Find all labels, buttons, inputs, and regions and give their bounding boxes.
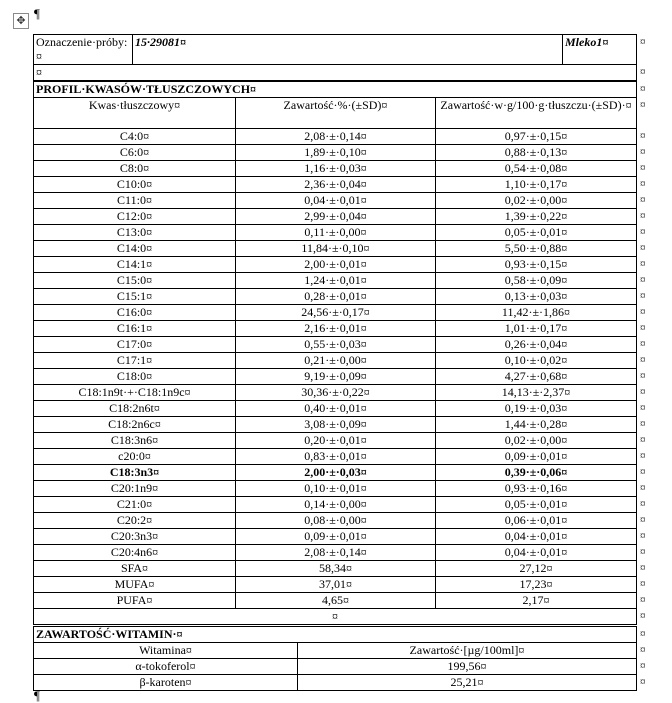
row-end-mark: ¤ bbox=[640, 401, 646, 414]
fatty-acid-grams[interactable]: 0,09·±·0,01¤ bbox=[436, 449, 637, 465]
fatty-acid-grams[interactable]: 27,12¤ bbox=[436, 561, 637, 577]
table-row bbox=[34, 353, 637, 369]
table-row bbox=[34, 513, 637, 529]
table-row bbox=[34, 177, 637, 193]
fatty-acid-percent[interactable]: 2,08·±·0,14¤ bbox=[236, 129, 436, 145]
row-end-mark: ¤ bbox=[640, 177, 646, 190]
row-end-mark: ¤ bbox=[640, 193, 646, 206]
sample-header-table bbox=[33, 34, 637, 81]
fatty-acid-grams[interactable]: 1,44·±·0,28¤ bbox=[436, 417, 637, 433]
table-row bbox=[34, 385, 637, 401]
fatty-acid-grams[interactable]: 0,97·±·0,15¤ bbox=[436, 129, 637, 145]
table-row bbox=[34, 209, 637, 225]
table-row bbox=[34, 417, 637, 433]
row-end-mark: ¤ bbox=[640, 609, 646, 622]
table-row bbox=[34, 481, 637, 497]
fatty-acid-percent[interactable]: 0,28·±·0,01¤ bbox=[236, 289, 436, 305]
fatty-acid-percent[interactable]: 2,00·±·0,03¤ bbox=[236, 465, 436, 481]
row-end-mark: ¤ bbox=[640, 545, 646, 558]
fatty-acid-percent[interactable]: 0,20·±·0,01¤ bbox=[236, 433, 436, 449]
row-end-mark: ¤ bbox=[640, 593, 646, 606]
row-end-mark: ¤ bbox=[640, 241, 646, 254]
row-end-mark: ¤ bbox=[640, 225, 646, 238]
table-row bbox=[34, 545, 637, 561]
fatty-acid-name[interactable]: c20:0¤ bbox=[34, 449, 236, 465]
fatty-acid-percent[interactable]: 9,19·±·0,09¤ bbox=[236, 369, 436, 385]
fatty-acid-grams[interactable]: 0,10·±·0,02¤ bbox=[436, 353, 637, 369]
row-end-mark: ¤ bbox=[640, 369, 646, 382]
fatty-acid-rows bbox=[34, 129, 637, 609]
sample-name[interactable]: Mleko1¤ bbox=[563, 35, 637, 65]
table-row bbox=[34, 225, 637, 241]
table-row bbox=[34, 497, 637, 513]
fatty-acid-name[interactable]: C14:1¤ bbox=[34, 257, 236, 273]
vitamin-section-title[interactable]: ZAWARTOŚĆ·WITAMIN·¤ bbox=[34, 627, 637, 643]
row-end-mark: ¤ bbox=[640, 497, 646, 510]
fatty-acid-name[interactable]: C18:3n3¤ bbox=[34, 465, 236, 481]
table-row bbox=[34, 193, 637, 209]
fatty-acid-grams[interactable]: 0,88·±·0,13¤ bbox=[436, 145, 637, 161]
fatty-acid-percent[interactable]: 24,56·±·0,17¤ bbox=[236, 305, 436, 321]
row-end-mark: ¤ bbox=[640, 529, 646, 542]
fatty-acid-grams[interactable]: 0,05·±·0,01¤ bbox=[436, 225, 637, 241]
fatty-acid-name[interactable]: C12:0¤ bbox=[34, 209, 236, 225]
table-row bbox=[34, 129, 637, 145]
fatty-acid-name[interactable]: C6:0¤ bbox=[34, 145, 236, 161]
row-end-mark: ¤ bbox=[640, 98, 646, 111]
row-end-mark: ¤ bbox=[640, 161, 646, 174]
fatty-acid-grams[interactable]: 0,04·±·0,01¤ bbox=[436, 529, 637, 545]
fatty-acid-percent[interactable]: 2,00·±·0,01¤ bbox=[236, 257, 436, 273]
table-row bbox=[34, 257, 637, 273]
row-end-mark: ¤ bbox=[640, 417, 646, 430]
table-row bbox=[34, 449, 637, 465]
table-row bbox=[34, 433, 637, 449]
fatty-acid-grams[interactable]: 5,50·±·0,88¤ bbox=[436, 241, 637, 257]
fatty-acid-percent[interactable]: 37,01¤ bbox=[236, 577, 436, 593]
fatty-acid-name[interactable]: C13:0¤ bbox=[34, 225, 236, 241]
row-end-mark: ¤ bbox=[640, 145, 646, 158]
vitamin-value[interactable]: 199,56¤ bbox=[298, 659, 637, 675]
fatty-acid-name[interactable]: C17:0¤ bbox=[34, 337, 236, 353]
row-end-mark: ¤ bbox=[640, 353, 646, 366]
sample-label[interactable]: Oznaczenie·próby:¤ bbox=[34, 35, 133, 65]
table-row bbox=[34, 593, 637, 609]
fatty-acid-name[interactable]: C18:1n9t·+·C18:1n9c¤ bbox=[34, 385, 236, 401]
row-end-mark: ¤ bbox=[640, 577, 646, 590]
fatty-acid-name[interactable]: C18:2n6c¤ bbox=[34, 417, 236, 433]
fatty-acid-grams[interactable]: 0,93·±·0,16¤ bbox=[436, 481, 637, 497]
fatty-acid-name[interactable]: SFA¤ bbox=[34, 561, 236, 577]
table-row bbox=[34, 305, 637, 321]
table-row bbox=[34, 577, 637, 593]
spacer-row[interactable]: ¤ bbox=[34, 609, 637, 625]
fatty-acid-name[interactable]: C20:3n3¤ bbox=[34, 529, 236, 545]
fatty-acid-name[interactable]: C20:4n6¤ bbox=[34, 545, 236, 561]
vitamin-table bbox=[33, 626, 637, 691]
row-end-mark: ¤ bbox=[640, 35, 646, 48]
fatty-acid-grams[interactable]: 0,93·±·0,15¤ bbox=[436, 257, 637, 273]
table-row bbox=[34, 145, 637, 161]
end-paragraph-mark: ¶ bbox=[34, 688, 40, 703]
blank-row[interactable]: ¤ bbox=[34, 65, 637, 81]
sample-id[interactable]: 15·29081¤ bbox=[133, 35, 563, 65]
fatty-acid-percent[interactable]: 4,65¤ bbox=[236, 593, 436, 609]
fatty-acid-percent[interactable]: 0,04·±·0,01¤ bbox=[236, 193, 436, 209]
fatty-acid-percent[interactable]: 0,21·±·0,00¤ bbox=[236, 353, 436, 369]
fatty-acid-name[interactable]: C16:0¤ bbox=[34, 305, 236, 321]
paragraph-mark: ¶ bbox=[34, 6, 40, 21]
fatty-acid-percent[interactable]: 58,34¤ bbox=[236, 561, 436, 577]
fatty-acid-percent[interactable]: 0,09·±·0,01¤ bbox=[236, 529, 436, 545]
column-header-vitamin[interactable]: Witamina¤ bbox=[34, 643, 298, 659]
fatty-acid-percent[interactable]: 3,08·±·0,09¤ bbox=[236, 417, 436, 433]
row-end-mark: ¤ bbox=[640, 321, 646, 334]
fatty-acid-percent[interactable]: 2,08·±·0,14¤ bbox=[236, 545, 436, 561]
fatty-acid-percent[interactable]: 0,14·±·0,00¤ bbox=[236, 497, 436, 513]
row-end-mark: ¤ bbox=[640, 481, 646, 494]
fatty-acid-section-title[interactable]: PROFIL·KWASÓW·TŁUSZCZOWYCH¤ bbox=[34, 82, 637, 98]
fatty-acid-profile-table bbox=[33, 81, 637, 625]
table-row bbox=[34, 561, 637, 577]
table-move-handle-icon[interactable]: ✥ bbox=[13, 13, 29, 29]
fatty-acid-name[interactable]: C17:1¤ bbox=[34, 353, 236, 369]
row-end-mark: ¤ bbox=[640, 643, 646, 656]
fatty-acid-name[interactable]: C20:2¤ bbox=[34, 513, 236, 529]
fatty-acid-percent[interactable]: 2,16·±·0,01¤ bbox=[236, 321, 436, 337]
fatty-acid-grams[interactable]: 11,42·±·1,86¤ bbox=[436, 305, 637, 321]
table-row bbox=[34, 321, 637, 337]
fatty-acid-grams[interactable]: 0,39·±·0,06¤ bbox=[436, 465, 637, 481]
fatty-acid-name[interactable]: C4:0¤ bbox=[34, 129, 236, 145]
vitamin-name[interactable]: α-tokoferol¤ bbox=[34, 659, 298, 675]
fatty-acid-percent[interactable]: 11,84·±·0,10¤ bbox=[236, 241, 436, 257]
fatty-acid-grams[interactable]: 0,54·±·0,08¤ bbox=[436, 161, 637, 177]
fatty-acid-name[interactable]: C18:0¤ bbox=[34, 369, 236, 385]
row-end-mark: ¤ bbox=[640, 305, 646, 318]
row-end-mark: ¤ bbox=[640, 659, 646, 672]
fatty-acid-grams[interactable]: 0,05·±·0,01¤ bbox=[436, 497, 637, 513]
row-end-mark: ¤ bbox=[640, 337, 646, 350]
fatty-acid-name[interactable]: C15:0¤ bbox=[34, 273, 236, 289]
table-row bbox=[34, 337, 637, 353]
row-end-mark: ¤ bbox=[640, 449, 646, 462]
row-end-mark: ¤ bbox=[640, 465, 646, 478]
row-end-mark: ¤ bbox=[640, 82, 646, 95]
vitamin-name[interactable]: β-karoten¤ bbox=[34, 675, 298, 691]
fatty-acid-grams[interactable]: 0,19·±·0,03¤ bbox=[436, 401, 637, 417]
column-header-acid[interactable]: Kwas·tłuszczowy¤ bbox=[34, 98, 236, 129]
fatty-acid-name[interactable]: PUFA¤ bbox=[34, 593, 236, 609]
column-header-vitamin-content[interactable]: Zawartość·[µg/100ml]¤ bbox=[298, 643, 637, 659]
row-end-mark: ¤ bbox=[640, 65, 646, 78]
row-end-mark: ¤ bbox=[640, 433, 646, 446]
row-end-mark: ¤ bbox=[640, 257, 646, 270]
fatty-acid-grams[interactable]: 0,26·±·0,04¤ bbox=[436, 337, 637, 353]
fatty-acid-grams[interactable]: 0,58·±·0,09¤ bbox=[436, 273, 637, 289]
fatty-acid-percent[interactable]: 0,83·±·0,01¤ bbox=[236, 449, 436, 465]
fatty-acid-grams[interactable]: 0,13·±·0,03¤ bbox=[436, 289, 637, 305]
row-end-mark: ¤ bbox=[640, 129, 646, 142]
fatty-acid-percent[interactable]: 1,16·±·0,03¤ bbox=[236, 161, 436, 177]
fatty-acid-percent[interactable]: 0,11·±·0,00¤ bbox=[236, 225, 436, 241]
table-row bbox=[34, 401, 637, 417]
fatty-acid-percent[interactable]: 0,08·±·0,00¤ bbox=[236, 513, 436, 529]
table-row bbox=[34, 289, 637, 305]
fatty-acid-grams[interactable]: 2,17¤ bbox=[436, 593, 637, 609]
fatty-acid-percent[interactable]: 2,99·±·0,04¤ bbox=[236, 209, 436, 225]
fatty-acid-percent[interactable]: 1,24·±·0,01¤ bbox=[236, 273, 436, 289]
fatty-acid-grams[interactable]: 1,10·±·0,17¤ bbox=[436, 177, 637, 193]
fatty-acid-grams[interactable]: 14,13·±·2,37¤ bbox=[436, 385, 637, 401]
vitamin-value[interactable]: 25,21¤ bbox=[298, 675, 637, 691]
fatty-acid-name[interactable]: C18:2n6t¤ bbox=[34, 401, 236, 417]
row-end-mark: ¤ bbox=[640, 209, 646, 222]
row-end-mark: ¤ bbox=[640, 675, 646, 688]
fatty-acid-grams[interactable]: 17,23¤ bbox=[436, 577, 637, 593]
fatty-acid-grams[interactable]: 0,06·±·0,01¤ bbox=[436, 513, 637, 529]
table-row bbox=[34, 529, 637, 545]
fatty-acid-percent[interactable]: 30,36·±·0,22¤ bbox=[236, 385, 436, 401]
fatty-acid-name[interactable]: C18:3n6¤ bbox=[34, 433, 236, 449]
fatty-acid-percent[interactable]: 0,40·±·0,01¤ bbox=[236, 401, 436, 417]
fatty-acid-grams[interactable]: 4,27·±·0,68¤ bbox=[436, 369, 637, 385]
row-end-mark: ¤ bbox=[640, 289, 646, 302]
table-row bbox=[34, 241, 637, 257]
row-end-mark: ¤ bbox=[640, 385, 646, 398]
fatty-acid-name[interactable]: MUFA¤ bbox=[34, 577, 236, 593]
fatty-acid-grams[interactable]: 0,02·±·0,00¤ bbox=[436, 193, 637, 209]
fatty-acid-name[interactable]: C8:0¤ bbox=[34, 161, 236, 177]
fatty-acid-name[interactable]: C11:0¤ bbox=[34, 193, 236, 209]
row-end-mark: ¤ bbox=[640, 273, 646, 286]
fatty-acid-grams[interactable]: 1,39·±·0,22¤ bbox=[436, 209, 637, 225]
fatty-acid-name[interactable]: C10:0¤ bbox=[34, 177, 236, 193]
row-end-mark: ¤ bbox=[640, 561, 646, 574]
table-row bbox=[34, 161, 637, 177]
row-end-mark: ¤ bbox=[640, 513, 646, 526]
fatty-acid-percent[interactable]: 0,10·±·0,01¤ bbox=[236, 481, 436, 497]
fatty-acid-grams[interactable]: 1,01·±·0,17¤ bbox=[436, 321, 637, 337]
fatty-acid-grams[interactable]: 0,02·±·0,00¤ bbox=[436, 433, 637, 449]
column-header-percent[interactable]: Zawartość·%·(±SD)¤ bbox=[236, 98, 436, 129]
fatty-acid-name[interactable]: C15:1¤ bbox=[34, 289, 236, 305]
table-row bbox=[34, 273, 637, 289]
fatty-acid-percent[interactable]: 1,89·±·0,10¤ bbox=[236, 145, 436, 161]
fatty-acid-name[interactable]: C14:0¤ bbox=[34, 241, 236, 257]
fatty-acid-name[interactable]: C20:1n9¤ bbox=[34, 481, 236, 497]
table-row bbox=[34, 369, 637, 385]
row-end-mark: ¤ bbox=[640, 627, 646, 640]
fatty-acid-grams[interactable]: 0,04·±·0,01¤ bbox=[436, 545, 637, 561]
table-row bbox=[34, 465, 637, 481]
fatty-acid-name[interactable]: C16:1¤ bbox=[34, 321, 236, 337]
column-header-grams[interactable]: Zawartość·w·g/100·g·tłuszczu·(±SD)·¤ bbox=[436, 98, 637, 129]
fatty-acid-name[interactable]: C21:0¤ bbox=[34, 497, 236, 513]
fatty-acid-percent[interactable]: 0,55·±·0,03¤ bbox=[236, 337, 436, 353]
fatty-acid-percent[interactable]: 2,36·±·0,04¤ bbox=[236, 177, 436, 193]
